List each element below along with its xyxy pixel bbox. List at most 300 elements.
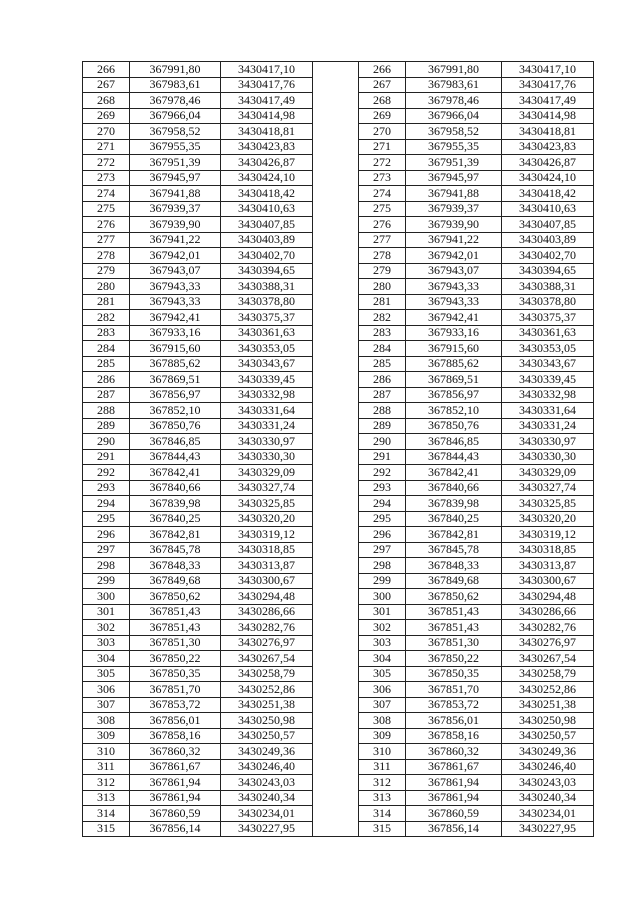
- coordinates-table: [82, 61, 594, 837]
- right-y-coordinate-cell: 3430320,20: [502, 511, 594, 527]
- separator-column-cell: [313, 604, 359, 620]
- left-point-number-cell: 268: [83, 93, 130, 109]
- left-point-number-cell: 286: [83, 372, 130, 388]
- left-y-coordinate-cell: 3430258,79: [221, 666, 313, 682]
- separator-column-cell: [313, 465, 359, 481]
- right-point-number-cell: 311: [359, 759, 406, 775]
- right-point-number-cell: 291: [359, 449, 406, 465]
- right-x-coordinate-cell: 367966,04: [406, 108, 502, 124]
- left-x-coordinate-cell: 367991,80: [130, 62, 221, 78]
- left-x-coordinate-cell: 367945,97: [130, 170, 221, 186]
- right-x-coordinate-cell: 367850,62: [406, 589, 502, 605]
- right-x-coordinate-cell: 367943,07: [406, 263, 502, 279]
- table-row: [83, 775, 594, 791]
- separator-column-cell: [313, 372, 359, 388]
- right-x-coordinate-cell: 367933,16: [406, 325, 502, 341]
- left-point-number-cell: 281: [83, 294, 130, 310]
- left-y-coordinate-cell: 3430418,42: [221, 186, 313, 202]
- right-y-coordinate-cell: 3430417,76: [502, 77, 594, 93]
- right-y-coordinate-cell: 3430388,31: [502, 279, 594, 295]
- right-y-coordinate-cell: 3430319,12: [502, 527, 594, 543]
- right-y-coordinate-cell: 3430249,36: [502, 744, 594, 760]
- right-x-coordinate-cell: 367853,72: [406, 697, 502, 713]
- left-x-coordinate-cell: 367856,97: [130, 387, 221, 403]
- right-y-coordinate-cell: 3430267,54: [502, 651, 594, 667]
- separator-column-cell: [313, 217, 359, 233]
- table-row: [83, 155, 594, 171]
- separator-column-cell: [313, 186, 359, 202]
- left-point-number-cell: 309: [83, 728, 130, 744]
- right-x-coordinate-cell: 367856,97: [406, 387, 502, 403]
- right-y-coordinate-cell: 3430294,48: [502, 589, 594, 605]
- left-y-coordinate-cell: 3430407,85: [221, 217, 313, 233]
- right-y-coordinate-cell: 3430394,65: [502, 263, 594, 279]
- right-x-coordinate-cell: 367845,78: [406, 542, 502, 558]
- right-point-number-cell: 277: [359, 232, 406, 248]
- left-y-coordinate-cell: 3430243,03: [221, 775, 313, 791]
- left-x-coordinate-cell: 367851,70: [130, 682, 221, 698]
- separator-column-cell: [313, 511, 359, 527]
- separator-column-cell: [313, 93, 359, 109]
- right-point-number-cell: 286: [359, 372, 406, 388]
- table-row: [83, 248, 594, 264]
- separator-column-cell: [313, 821, 359, 837]
- left-x-coordinate-cell: 367852,10: [130, 403, 221, 419]
- table-row: [83, 542, 594, 558]
- left-x-coordinate-cell: 367850,22: [130, 651, 221, 667]
- left-x-coordinate-cell: 367850,35: [130, 666, 221, 682]
- left-y-coordinate-cell: 3430375,37: [221, 310, 313, 326]
- right-point-number-cell: 290: [359, 434, 406, 450]
- left-x-coordinate-cell: 367853,72: [130, 697, 221, 713]
- table-row: [83, 418, 594, 434]
- right-point-number-cell: 303: [359, 635, 406, 651]
- left-point-number-cell: 315: [83, 821, 130, 837]
- left-y-coordinate-cell: 3430294,48: [221, 589, 313, 605]
- table-row: [83, 108, 594, 124]
- right-point-number-cell: 276: [359, 217, 406, 233]
- right-point-number-cell: 295: [359, 511, 406, 527]
- separator-column-cell: [313, 325, 359, 341]
- right-x-coordinate-cell: 367885,62: [406, 356, 502, 372]
- right-y-coordinate-cell: 3430332,98: [502, 387, 594, 403]
- separator-column-cell: [313, 682, 359, 698]
- left-y-coordinate-cell: 3430250,57: [221, 728, 313, 744]
- right-y-coordinate-cell: 3430282,76: [502, 620, 594, 636]
- left-point-number-cell: 276: [83, 217, 130, 233]
- left-y-coordinate-cell: 3430423,83: [221, 139, 313, 155]
- right-y-coordinate-cell: 3430402,70: [502, 248, 594, 264]
- left-point-number-cell: 285: [83, 356, 130, 372]
- separator-column-cell: [313, 418, 359, 434]
- separator-column-cell: [313, 387, 359, 403]
- right-y-coordinate-cell: 3430423,83: [502, 139, 594, 155]
- left-y-coordinate-cell: 3430267,54: [221, 651, 313, 667]
- left-y-coordinate-cell: 3430329,09: [221, 465, 313, 481]
- right-x-coordinate-cell: 367951,39: [406, 155, 502, 171]
- right-point-number-cell: 305: [359, 666, 406, 682]
- right-y-coordinate-cell: 3430343,67: [502, 356, 594, 372]
- left-y-coordinate-cell: 3430403,89: [221, 232, 313, 248]
- left-x-coordinate-cell: 367851,43: [130, 620, 221, 636]
- right-point-number-cell: 287: [359, 387, 406, 403]
- left-y-coordinate-cell: 3430418,81: [221, 124, 313, 140]
- separator-column-cell: [313, 573, 359, 589]
- left-y-coordinate-cell: 3430252,86: [221, 682, 313, 698]
- separator-column-cell: [313, 589, 359, 605]
- separator-column-cell: [313, 496, 359, 512]
- right-x-coordinate-cell: 367850,22: [406, 651, 502, 667]
- right-point-number-cell: 281: [359, 294, 406, 310]
- right-point-number-cell: 267: [359, 77, 406, 93]
- left-point-number-cell: 295: [83, 511, 130, 527]
- left-point-number-cell: 312: [83, 775, 130, 791]
- right-point-number-cell: 313: [359, 790, 406, 806]
- right-y-coordinate-cell: 3430251,38: [502, 697, 594, 713]
- right-point-number-cell: 282: [359, 310, 406, 326]
- left-x-coordinate-cell: 367848,33: [130, 558, 221, 574]
- right-x-coordinate-cell: 367939,90: [406, 217, 502, 233]
- left-y-coordinate-cell: 3430343,67: [221, 356, 313, 372]
- left-x-coordinate-cell: 367943,07: [130, 263, 221, 279]
- left-x-coordinate-cell: 367915,60: [130, 341, 221, 357]
- left-y-coordinate-cell: 3430394,65: [221, 263, 313, 279]
- left-x-coordinate-cell: 367861,67: [130, 759, 221, 775]
- right-point-number-cell: 294: [359, 496, 406, 512]
- right-x-coordinate-cell: 367943,33: [406, 279, 502, 295]
- table-row: [83, 666, 594, 682]
- right-point-number-cell: 304: [359, 651, 406, 667]
- right-point-number-cell: 309: [359, 728, 406, 744]
- table-row: [83, 635, 594, 651]
- separator-column-cell: [313, 449, 359, 465]
- right-point-number-cell: 298: [359, 558, 406, 574]
- separator-column-cell: [313, 635, 359, 651]
- left-x-coordinate-cell: 367845,78: [130, 542, 221, 558]
- table-row: [83, 465, 594, 481]
- right-point-number-cell: 299: [359, 573, 406, 589]
- left-x-coordinate-cell: 367842,81: [130, 527, 221, 543]
- right-point-number-cell: 278: [359, 248, 406, 264]
- right-point-number-cell: 301: [359, 604, 406, 620]
- separator-column-cell: [313, 356, 359, 372]
- table-row: [83, 217, 594, 233]
- left-y-coordinate-cell: 3430276,97: [221, 635, 313, 651]
- table-row: [83, 713, 594, 729]
- left-y-coordinate-cell: 3430331,64: [221, 403, 313, 419]
- right-point-number-cell: 266: [359, 62, 406, 78]
- right-point-number-cell: 285: [359, 356, 406, 372]
- table-row: [83, 558, 594, 574]
- table-row: [83, 697, 594, 713]
- table-row: [83, 573, 594, 589]
- right-x-coordinate-cell: 367869,51: [406, 372, 502, 388]
- right-point-number-cell: 307: [359, 697, 406, 713]
- separator-column-cell: [313, 480, 359, 496]
- separator-column-cell: [313, 279, 359, 295]
- table-row: [83, 480, 594, 496]
- right-y-coordinate-cell: 3430331,64: [502, 403, 594, 419]
- left-point-number-cell: 278: [83, 248, 130, 264]
- right-y-coordinate-cell: 3430227,95: [502, 821, 594, 837]
- left-x-coordinate-cell: 367844,43: [130, 449, 221, 465]
- right-point-number-cell: 315: [359, 821, 406, 837]
- table-row: [83, 372, 594, 388]
- right-y-coordinate-cell: 3430339,45: [502, 372, 594, 388]
- right-x-coordinate-cell: 367945,97: [406, 170, 502, 186]
- right-x-coordinate-cell: 367842,41: [406, 465, 502, 481]
- left-point-number-cell: 273: [83, 170, 130, 186]
- left-point-number-cell: 267: [83, 77, 130, 93]
- separator-column-cell: [313, 713, 359, 729]
- left-y-coordinate-cell: 3430286,66: [221, 604, 313, 620]
- table-row: [83, 682, 594, 698]
- right-point-number-cell: 271: [359, 139, 406, 155]
- right-y-coordinate-cell: 3430375,37: [502, 310, 594, 326]
- separator-column-cell: [313, 77, 359, 93]
- left-point-number-cell: 293: [83, 480, 130, 496]
- left-y-coordinate-cell: 3430331,24: [221, 418, 313, 434]
- table-body: [83, 62, 594, 837]
- left-x-coordinate-cell: 367941,22: [130, 232, 221, 248]
- right-y-coordinate-cell: 3430330,97: [502, 434, 594, 450]
- left-point-number-cell: 302: [83, 620, 130, 636]
- right-point-number-cell: 306: [359, 682, 406, 698]
- separator-column-cell: [313, 232, 359, 248]
- table-row: [83, 356, 594, 372]
- separator-column-cell: [313, 728, 359, 744]
- left-point-number-cell: 314: [83, 806, 130, 822]
- left-y-coordinate-cell: 3430300,67: [221, 573, 313, 589]
- left-x-coordinate-cell: 367955,35: [130, 139, 221, 155]
- right-point-number-cell: 293: [359, 480, 406, 496]
- left-y-coordinate-cell: 3430234,01: [221, 806, 313, 822]
- left-y-coordinate-cell: 3430426,87: [221, 155, 313, 171]
- left-point-number-cell: 275: [83, 201, 130, 217]
- table-row: [83, 620, 594, 636]
- left-y-coordinate-cell: 3430325,85: [221, 496, 313, 512]
- separator-column-cell: [313, 759, 359, 775]
- right-x-coordinate-cell: 367978,46: [406, 93, 502, 109]
- table-row: [83, 387, 594, 403]
- right-x-coordinate-cell: 367844,43: [406, 449, 502, 465]
- left-point-number-cell: 282: [83, 310, 130, 326]
- separator-column-cell: [313, 294, 359, 310]
- left-x-coordinate-cell: 367939,37: [130, 201, 221, 217]
- left-x-coordinate-cell: 367942,01: [130, 248, 221, 264]
- right-point-number-cell: 314: [359, 806, 406, 822]
- left-point-number-cell: 284: [83, 341, 130, 357]
- right-point-number-cell: 274: [359, 186, 406, 202]
- right-y-coordinate-cell: 3430258,79: [502, 666, 594, 682]
- right-x-coordinate-cell: 367850,35: [406, 666, 502, 682]
- right-point-number-cell: 272: [359, 155, 406, 171]
- left-point-number-cell: 296: [83, 527, 130, 543]
- right-x-coordinate-cell: 367849,68: [406, 573, 502, 589]
- right-y-coordinate-cell: 3430243,03: [502, 775, 594, 791]
- left-y-coordinate-cell: 3430361,63: [221, 325, 313, 341]
- table-row: [83, 604, 594, 620]
- right-y-coordinate-cell: 3430418,42: [502, 186, 594, 202]
- right-point-number-cell: 284: [359, 341, 406, 357]
- left-point-number-cell: 294: [83, 496, 130, 512]
- left-x-coordinate-cell: 367856,01: [130, 713, 221, 729]
- left-y-coordinate-cell: 3430327,74: [221, 480, 313, 496]
- left-x-coordinate-cell: 367861,94: [130, 790, 221, 806]
- separator-column-cell: [313, 62, 359, 78]
- left-y-coordinate-cell: 3430417,49: [221, 93, 313, 109]
- right-x-coordinate-cell: 367840,66: [406, 480, 502, 496]
- left-y-coordinate-cell: 3430318,85: [221, 542, 313, 558]
- right-point-number-cell: 308: [359, 713, 406, 729]
- left-x-coordinate-cell: 367840,66: [130, 480, 221, 496]
- left-y-coordinate-cell: 3430424,10: [221, 170, 313, 186]
- right-y-coordinate-cell: 3430240,34: [502, 790, 594, 806]
- right-point-number-cell: 302: [359, 620, 406, 636]
- left-point-number-cell: 306: [83, 682, 130, 698]
- right-point-number-cell: 289: [359, 418, 406, 434]
- right-y-coordinate-cell: 3430378,80: [502, 294, 594, 310]
- left-y-coordinate-cell: 3430332,98: [221, 387, 313, 403]
- right-x-coordinate-cell: 367861,67: [406, 759, 502, 775]
- table-row: [83, 403, 594, 419]
- separator-column-cell: [313, 651, 359, 667]
- left-y-coordinate-cell: 3430240,34: [221, 790, 313, 806]
- left-y-coordinate-cell: 3430330,30: [221, 449, 313, 465]
- right-y-coordinate-cell: 3430410,63: [502, 201, 594, 217]
- left-point-number-cell: 305: [83, 666, 130, 682]
- separator-column-cell: [313, 806, 359, 822]
- right-x-coordinate-cell: 367991,80: [406, 62, 502, 78]
- right-y-coordinate-cell: 3430250,98: [502, 713, 594, 729]
- left-point-number-cell: 300: [83, 589, 130, 605]
- table-row: [83, 651, 594, 667]
- right-x-coordinate-cell: 367861,94: [406, 775, 502, 791]
- table-row: [83, 511, 594, 527]
- right-y-coordinate-cell: 3430286,66: [502, 604, 594, 620]
- separator-column-cell: [313, 108, 359, 124]
- right-x-coordinate-cell: 367851,43: [406, 620, 502, 636]
- right-point-number-cell: 288: [359, 403, 406, 419]
- right-x-coordinate-cell: 367856,14: [406, 821, 502, 837]
- left-point-number-cell: 271: [83, 139, 130, 155]
- left-y-coordinate-cell: 3430319,12: [221, 527, 313, 543]
- separator-column-cell: [313, 170, 359, 186]
- left-point-number-cell: 289: [83, 418, 130, 434]
- table-row: [83, 124, 594, 140]
- table-row: [83, 728, 594, 744]
- left-x-coordinate-cell: 367851,30: [130, 635, 221, 651]
- right-point-number-cell: 312: [359, 775, 406, 791]
- left-y-coordinate-cell: 3430378,80: [221, 294, 313, 310]
- separator-column-cell: [313, 620, 359, 636]
- separator-column-cell: [313, 775, 359, 791]
- left-y-coordinate-cell: 3430402,70: [221, 248, 313, 264]
- right-y-coordinate-cell: 3430414,98: [502, 108, 594, 124]
- left-x-coordinate-cell: 367942,41: [130, 310, 221, 326]
- table-row: [83, 310, 594, 326]
- right-x-coordinate-cell: 367942,41: [406, 310, 502, 326]
- left-point-number-cell: 291: [83, 449, 130, 465]
- right-y-coordinate-cell: 3430424,10: [502, 170, 594, 186]
- left-point-number-cell: 283: [83, 325, 130, 341]
- separator-column-cell: [313, 697, 359, 713]
- right-x-coordinate-cell: 367943,33: [406, 294, 502, 310]
- left-point-number-cell: 298: [83, 558, 130, 574]
- left-y-coordinate-cell: 3430410,63: [221, 201, 313, 217]
- table-row: [83, 263, 594, 279]
- separator-column-cell: [313, 248, 359, 264]
- left-x-coordinate-cell: 367885,62: [130, 356, 221, 372]
- left-x-coordinate-cell: 367958,52: [130, 124, 221, 140]
- right-x-coordinate-cell: 367851,30: [406, 635, 502, 651]
- right-point-number-cell: 268: [359, 93, 406, 109]
- right-x-coordinate-cell: 367858,16: [406, 728, 502, 744]
- right-y-coordinate-cell: 3430246,40: [502, 759, 594, 775]
- table-row: [83, 139, 594, 155]
- right-x-coordinate-cell: 367958,52: [406, 124, 502, 140]
- right-point-number-cell: 283: [359, 325, 406, 341]
- left-point-number-cell: 311: [83, 759, 130, 775]
- left-x-coordinate-cell: 367966,04: [130, 108, 221, 124]
- left-point-number-cell: 269: [83, 108, 130, 124]
- left-point-number-cell: 288: [83, 403, 130, 419]
- right-y-coordinate-cell: 3430325,85: [502, 496, 594, 512]
- right-x-coordinate-cell: 367860,32: [406, 744, 502, 760]
- table-row: [83, 744, 594, 760]
- right-y-coordinate-cell: 3430353,05: [502, 341, 594, 357]
- right-point-number-cell: 297: [359, 542, 406, 558]
- table-row: [83, 77, 594, 93]
- right-x-coordinate-cell: 367852,10: [406, 403, 502, 419]
- left-x-coordinate-cell: 367951,39: [130, 155, 221, 171]
- separator-column-cell: [313, 558, 359, 574]
- left-point-number-cell: 313: [83, 790, 130, 806]
- right-x-coordinate-cell: 367856,01: [406, 713, 502, 729]
- left-x-coordinate-cell: 367943,33: [130, 279, 221, 295]
- left-point-number-cell: 297: [83, 542, 130, 558]
- left-y-coordinate-cell: 3430388,31: [221, 279, 313, 295]
- right-x-coordinate-cell: 367851,70: [406, 682, 502, 698]
- left-x-coordinate-cell: 367941,88: [130, 186, 221, 202]
- left-x-coordinate-cell: 367856,14: [130, 821, 221, 837]
- right-y-coordinate-cell: 3430407,85: [502, 217, 594, 233]
- right-x-coordinate-cell: 367941,22: [406, 232, 502, 248]
- left-x-coordinate-cell: 367850,62: [130, 589, 221, 605]
- table-row: [83, 496, 594, 512]
- left-point-number-cell: 280: [83, 279, 130, 295]
- separator-column-cell: [313, 403, 359, 419]
- left-point-number-cell: 290: [83, 434, 130, 450]
- left-point-number-cell: 272: [83, 155, 130, 171]
- left-point-number-cell: 279: [83, 263, 130, 279]
- right-point-number-cell: 292: [359, 465, 406, 481]
- left-y-coordinate-cell: 3430249,36: [221, 744, 313, 760]
- right-y-coordinate-cell: 3430234,01: [502, 806, 594, 822]
- right-y-coordinate-cell: 3430361,63: [502, 325, 594, 341]
- left-x-coordinate-cell: 367846,85: [130, 434, 221, 450]
- right-x-coordinate-cell: 367850,76: [406, 418, 502, 434]
- left-y-coordinate-cell: 3430417,10: [221, 62, 313, 78]
- separator-column-cell: [313, 310, 359, 326]
- table-row: [83, 527, 594, 543]
- left-y-coordinate-cell: 3430250,98: [221, 713, 313, 729]
- left-point-number-cell: 274: [83, 186, 130, 202]
- table-row: [83, 170, 594, 186]
- left-x-coordinate-cell: 367860,59: [130, 806, 221, 822]
- left-x-coordinate-cell: 367839,98: [130, 496, 221, 512]
- left-point-number-cell: 307: [83, 697, 130, 713]
